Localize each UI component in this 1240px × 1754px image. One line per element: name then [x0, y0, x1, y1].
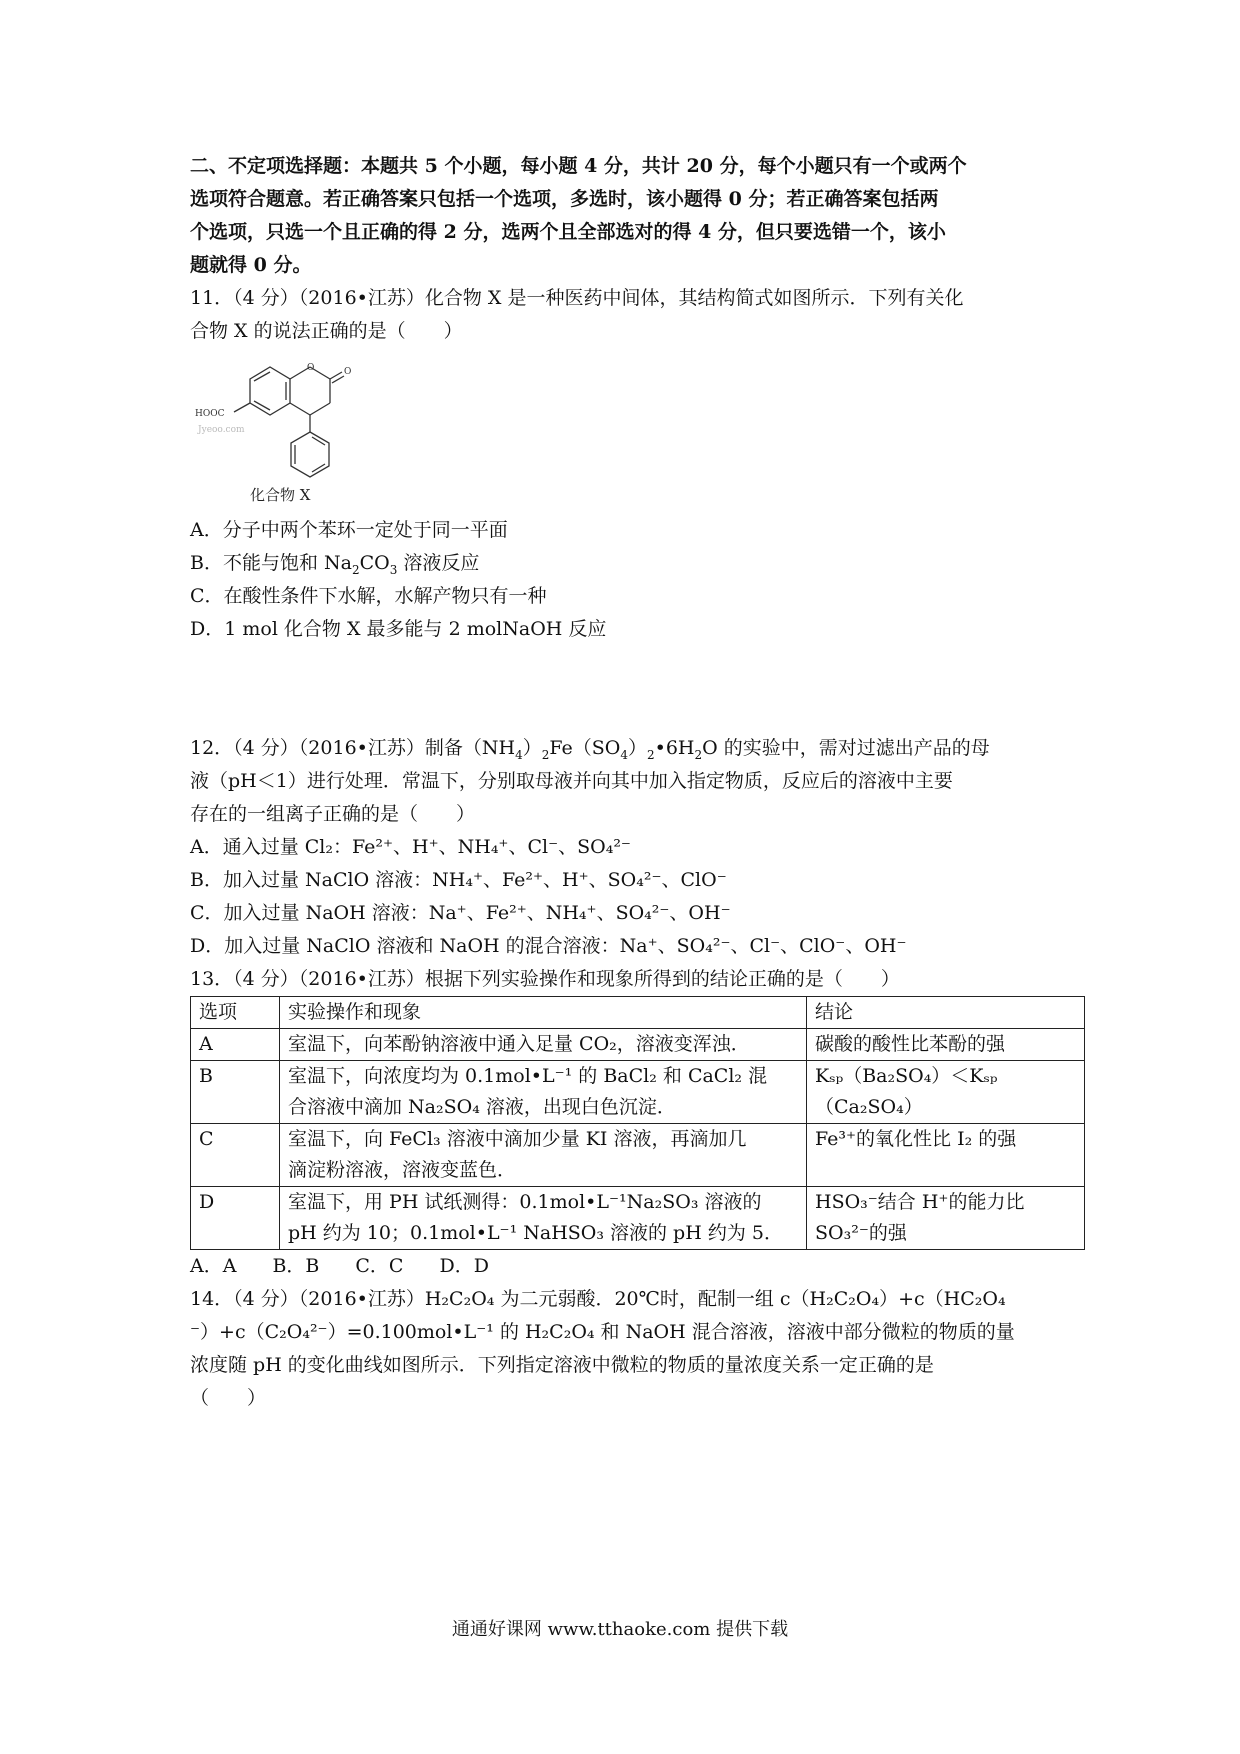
row-operation: 室温下，向苯酚钠溶液中通入足量 CO₂，溶液变浑浊．: [280, 1029, 807, 1061]
header-operation: 实验操作和现象: [280, 997, 807, 1029]
compound-x-structure: [190, 354, 360, 504]
q11-option-a: A．分子中两个苯环一定处于同一平面: [190, 519, 508, 541]
row-operation: 室温下，向 FeCl₃ 溶液中滴加少量 KI 溶液，再滴加几 滴淀粉溶液，溶液变蓝色．: [280, 1124, 807, 1187]
section-line-3: 个选项，只选一个且正确的得 2 分，选两个且全部选对的得 4 分，但只要选错一个，该小: [190, 221, 946, 243]
table-header-row: [191, 997, 1085, 1029]
q12-option-a: A．通入过量 Cl₂：Fe²⁺、H⁺、NH₄⁺、Cl⁻、SO₄²⁻: [190, 836, 631, 858]
q11-option-d: D．1 mol 化合物 X 最多能与 2 molNaOH 反应: [190, 618, 607, 640]
q14-stem-line-2: ⁻）+c（C₂O₄²⁻）=0.100mol•L⁻¹ 的 H₂C₂O₄ 和 NaOH 混合溶液，溶液中部分微粒的物质的量: [190, 1321, 1015, 1343]
q11-option-c: C．在酸性条件下水解，水解产物只有一种: [190, 585, 547, 607]
row-option: B: [191, 1061, 280, 1124]
q14-stem-line-3: 浓度随 pH 的变化曲线如图所示．下列指定溶液中微粒的物质的量浓度关系一定正确的是: [190, 1354, 934, 1376]
table-row: [191, 1029, 1085, 1061]
q13-answer-d: D．D: [439, 1255, 489, 1277]
figure-caption: 化合物 X: [250, 486, 311, 504]
q13-answer-options: [190, 1250, 1090, 1283]
row-conclusion: Kₛₚ（Ba₂SO₄）＜Kₛₚ （Ca₂SO₄）: [807, 1061, 1085, 1124]
q12-option-d: D．加入过量 NaClO 溶液和 NaOH 的混合溶液：Na⁺、SO₄²⁻、Cl⁻、ClO⁻、OH⁻: [190, 935, 907, 957]
q12-option-c: C．加入过量 NaOH 溶液：Na⁺、Fe²⁺、NH₄⁺、SO₄²⁻、OH⁻: [190, 902, 731, 924]
row-option: A: [191, 1029, 280, 1061]
question-12: [190, 732, 1090, 963]
hooc-label: HOOC: [195, 409, 225, 419]
q12-stem-line-3: 存在的一组离子正确的是（ ）: [190, 803, 476, 825]
row-conclusion: Fe³⁺的氧化性比 I₂ 的强: [807, 1124, 1085, 1187]
section-line-4: 题就得 0 分。: [190, 254, 312, 276]
question-11: [190, 282, 1090, 646]
q14-stem-line-4: （ ）: [190, 1387, 267, 1409]
row-conclusion: 碳酸的酸性比苯酚的强: [807, 1029, 1085, 1061]
page-footer: 通通好课网 www.tthaoke.com 提供下载: [451, 1619, 789, 1640]
q13-answer-c: C．C: [355, 1255, 404, 1277]
question-13: [190, 963, 1090, 1283]
row-option: D: [191, 1187, 280, 1250]
q13-stem: 13．（4 分）（2016•江苏）根据下列实验操作和现象所得到的结论正确的是（ ）: [190, 968, 900, 990]
q11-stem-line-1: 11．（4 分）（2016•江苏）化合物 X 是一种医药中间体，其结构简式如图所示．下列有关化: [190, 287, 964, 309]
table-row: [191, 1187, 1085, 1250]
header-conclusion: 结论: [807, 997, 1085, 1029]
section-line-1: 二、不定项选择题：本题共 5 个小题，每小题 4 分，共计 20 分，每个小题只有一个或两个: [190, 155, 967, 177]
row-conclusion: HSO₃⁻结合 H⁺的能力比 SO₃²⁻的强: [807, 1187, 1085, 1250]
figure-watermark: Jyeoo.com: [198, 425, 245, 435]
q14-stem-line-1: 14．（4 分）（2016•江苏）H₂C₂O₄ 为二元弱酸．20℃时，配制一组 c（H₂C₂O₄）+c（HC₂O₄: [190, 1288, 1006, 1310]
q11-stem-line-2: 合物 X 的说法正确的是（ ）: [190, 320, 463, 342]
experiment-table: [190, 996, 1085, 1250]
section-instructions: [190, 150, 1090, 282]
exam-page: [190, 150, 1090, 1415]
row-operation: 室温下，向浓度均为 0.1mol•L⁻¹ 的 BaCl₂ 和 CaCl₂ 混 合溶液中滴加 Na₂SO₄ 溶液，出现白色沉淀．: [280, 1061, 807, 1124]
structure-drawing: [190, 354, 360, 504]
table-row: [191, 1061, 1085, 1124]
row-operation: 室温下，用 PH 试纸测得：0.1mol•L⁻¹Na₂SO₃ 溶液的 pH 约为 10；0.1mol•L⁻¹ NaHSO₃ 溶液的 pH 约为 5．: [280, 1187, 807, 1250]
q13-answer-a: A．A: [190, 1255, 237, 1277]
question-14: [190, 1283, 1090, 1415]
svg-text:O: O: [344, 367, 352, 377]
svg-text:O: O: [307, 363, 315, 373]
q11-option-b: B．不能与饱和 $Na_2CO_3$ 溶液反应: [190, 552, 480, 577]
q12-stem-line-1: 12．（4 分）（2016•江苏）制备$(NH_4)_2Fe(SO_4)_2•6H_2O$ 的实验中，需对过滤出产品的母: [190, 737, 990, 762]
section-line-2: 选项符合题意。若正确答案只包括一个选项，多选时，该小题得 0 分；若正确答案包括两: [190, 188, 939, 210]
header-option: 选项: [191, 997, 280, 1029]
q13-answer-b: B．B: [272, 1255, 320, 1277]
q12-stem-line-2: 液（pH＜1）进行处理．常温下，分别取母液并向其中加入指定物质，反应后的溶液中主要: [190, 770, 953, 792]
table-row: [191, 1124, 1085, 1187]
q12-option-b: B．加入过量 NaClO 溶液：NH₄⁺、Fe²⁺、H⁺、SO₄²⁻、ClO⁻: [190, 869, 727, 891]
row-option: C: [191, 1124, 280, 1187]
